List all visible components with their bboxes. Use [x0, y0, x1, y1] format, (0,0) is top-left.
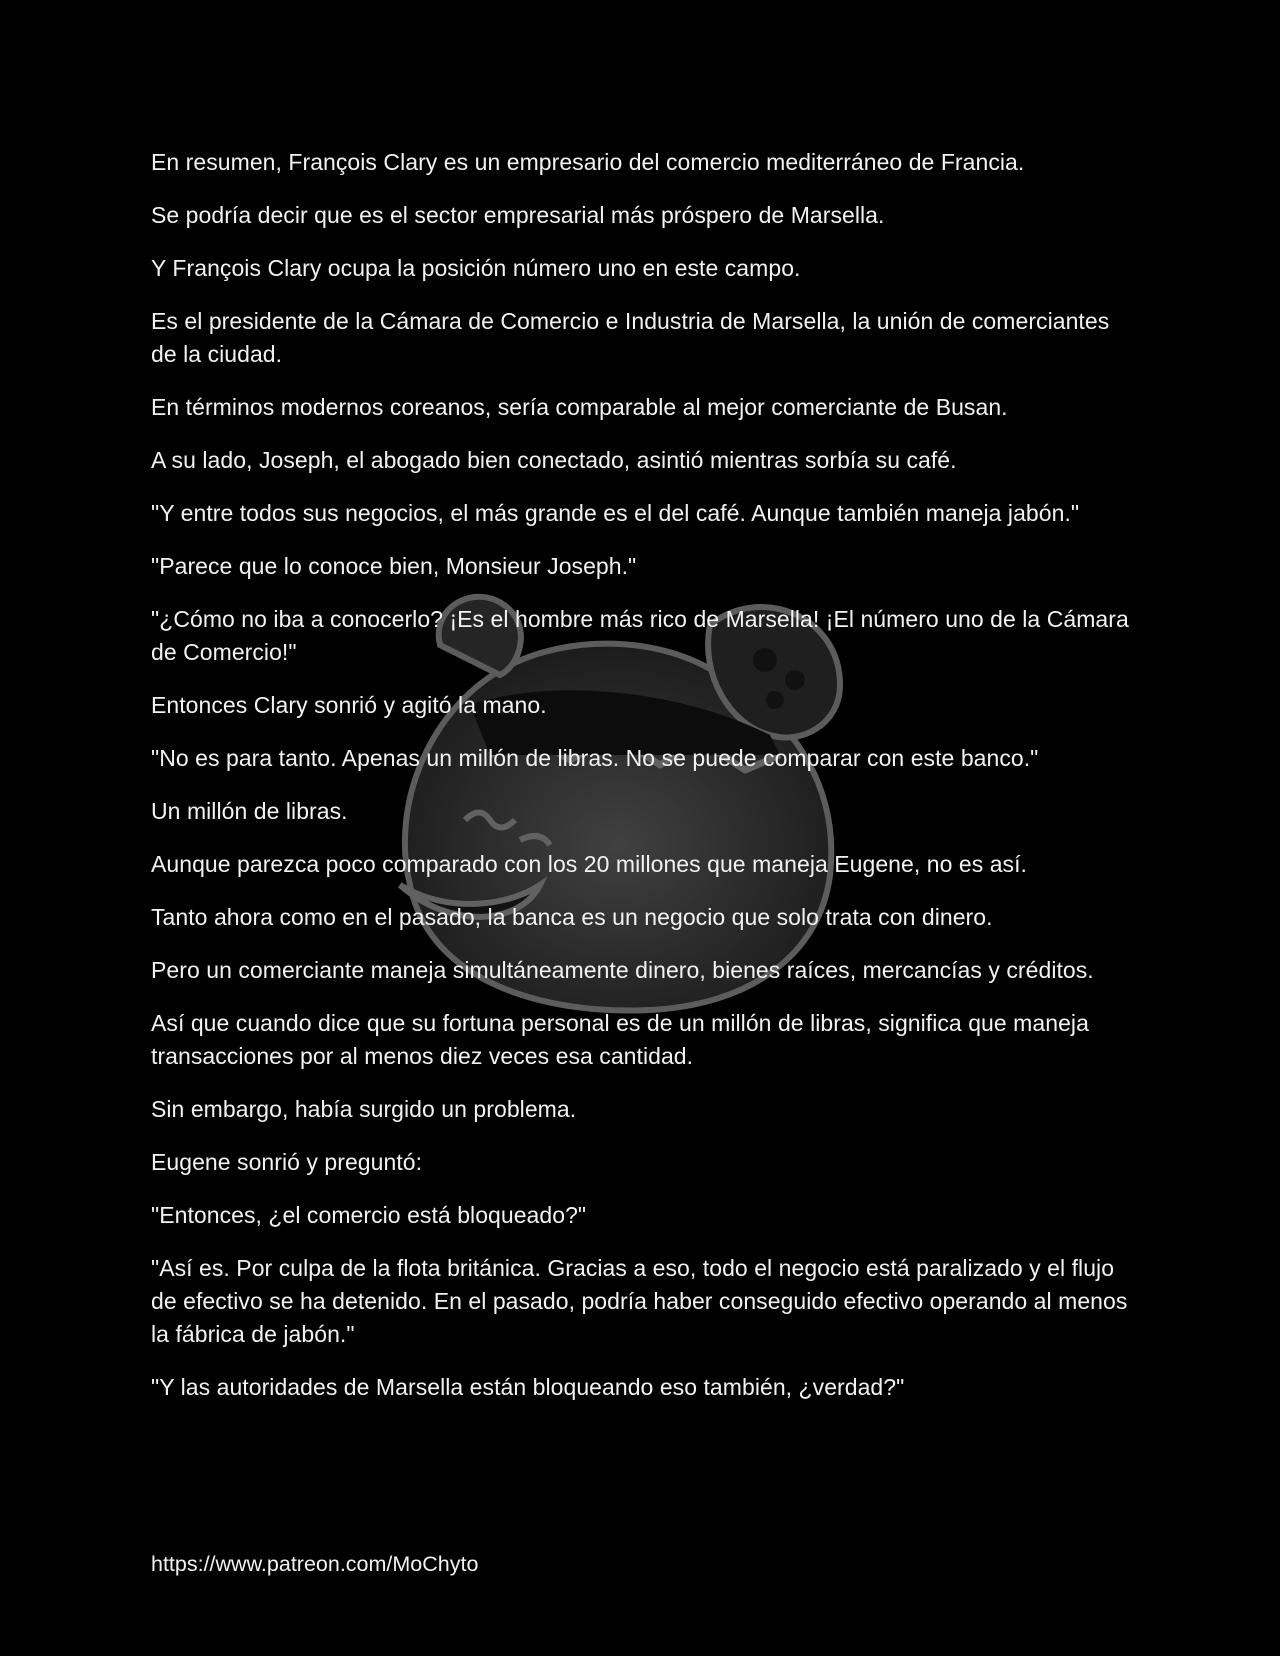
- paragraph: "Entonces, ¿el comercio está bloqueado?": [151, 1202, 587, 1228]
- document-body: [151, 146, 1136, 1424]
- paragraph: Sin embargo, había surgido un problema.: [151, 1096, 577, 1122]
- paragraph: Un millón de libras.: [151, 798, 348, 824]
- paragraph: "Y las autoridades de Marsella están bloqueando eso también, ¿verdad?": [151, 1374, 905, 1400]
- paragraph: "Parece que lo conoce bien, Monsieur Joseph.": [151, 553, 637, 579]
- paragraph: Pero un comerciante maneja simultáneamente dinero, bienes raíces, mercancías y créditos.: [151, 957, 1094, 983]
- paragraph: Tanto ahora como en el pasado, la banca es un negocio que solo trata con dinero.: [151, 904, 993, 930]
- paragraph: Y François Clary ocupa la posición número uno en este campo.: [151, 255, 801, 281]
- paragraph: "¿Cómo no iba a conocerlo? ¡Es el hombre más rico de Marsella! ¡El número uno de la Cámara de Comercio!": [151, 606, 1129, 665]
- paragraph: Aunque parezca poco comparado con los 20 millones que maneja Eugene, no es así.: [151, 851, 1027, 877]
- paragraph: Se podría decir que es el sector empresarial más próspero de Marsella.: [151, 202, 885, 228]
- patreon-link[interactable]: https://www.patreon.com/MoChyto: [151, 1552, 479, 1576]
- paragraph: "Y entre todos sus negocios, el más grande es el del café. Aunque también maneja jabón.": [151, 500, 1080, 526]
- paragraph: Es el presidente de la Cámara de Comercio e Industria de Marsella, la unión de comerciantes de la ciudad.: [151, 308, 1110, 367]
- paragraph: A su lado, Joseph, el abogado bien conectado, asintió mientras sorbía su café.: [151, 447, 957, 473]
- paragraph: "Así es. Por culpa de la flota británica. Gracias a eso, todo el negocio está paralizado y el flujo de efectivo se ha detenido. En el pasado, podría haber conseguido efectivo operando al menos la fábrica de jabón.": [151, 1255, 1128, 1347]
- paragraph: "No es para tanto. Apenas un millón de libras. No se puede comparar con este banco.": [151, 745, 1039, 771]
- paragraph: En términos modernos coreanos, sería comparable al mejor comerciante de Busan.: [151, 394, 1008, 420]
- paragraph: En resumen, François Clary es un empresario del comercio mediterráneo de Francia.: [151, 149, 1025, 175]
- paragraph: Así que cuando dice que su fortuna personal es de un millón de libras, significa que maneja transacciones por al menos diez veces esa cantidad.: [151, 1010, 1089, 1069]
- paragraph: Eugene sonrió y preguntó:: [151, 1149, 423, 1175]
- paragraph: Entonces Clary sonrió y agitó la mano.: [151, 692, 547, 718]
